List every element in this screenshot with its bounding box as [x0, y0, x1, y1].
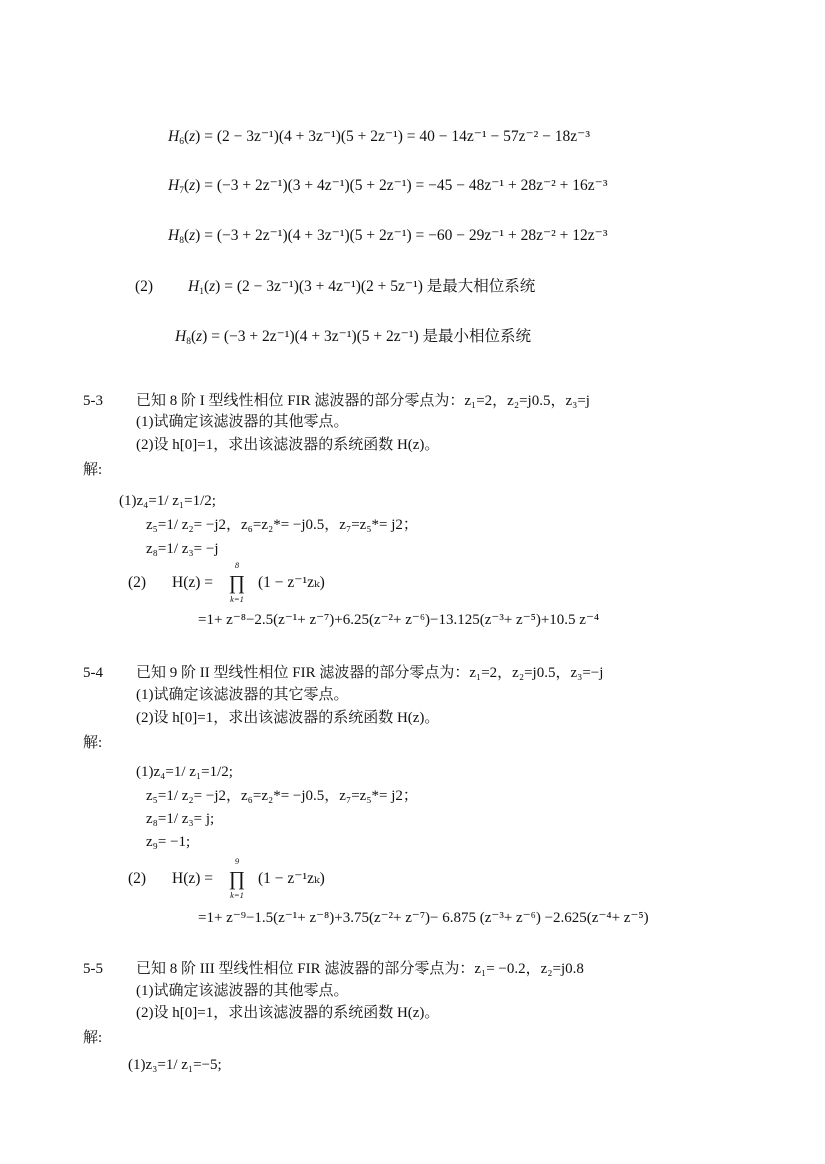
hz-result-5-4: =1+ z⁻⁹−1.5(z⁻¹+ z⁻⁸)+3.75(z⁻²+ z⁻⁷)− 6.875 (z⁻³+ z⁻⁶) −2.625(z⁻⁴+ z⁻⁵)	[198, 910, 649, 926]
solution-label-5-5: 解:	[83, 1030, 103, 1046]
hz-factor-5-3: (1 − z⁻¹zₖ)	[258, 574, 325, 591]
problem-statement-5-4: 已知 9 阶 II 型线性相位 FIR 滤波器的部分零点为：z₁=2，z₂=j0.5，z₃=−j	[136, 665, 604, 681]
answer-line-2-5-4: z₅=1/ z₂= −j2，z₆=z₂*= −j0.5，z₇=z₅*= j2；	[146, 788, 418, 804]
solution-label-5-4: 解:	[83, 735, 103, 751]
solution-label-5-3: 解:	[83, 462, 103, 478]
problem-statement-5-3: 已知 8 阶 I 型线性相位 FIR 滤波器的部分零点为：z₁=2，z₂=j0.5，z₃=j	[136, 393, 590, 409]
answer-line-1-5-4: (1)z₄=1/ z₁=1/2;	[136, 764, 233, 780]
question-2-5-5: (2)设 h[0]=1，求出该滤波器的系统函数 H(z)。	[136, 1005, 440, 1021]
question-1-5-5: (1)试确定该滤波器的其他零点。	[136, 983, 349, 999]
hz-factor-5-4: (1 − z⁻¹zₖ)	[258, 870, 325, 887]
answer-line-1-5-5: (1)z₃=1/ z₁=−5;	[128, 1057, 222, 1073]
eq-h1: $H_1(z) = (2 - 3z^{-1})(3 + 4z^{-1})(2 + 5z^{-1})$ 是最大相位系统	[188, 278, 536, 297]
answer-line-1-5-3: (1)z₄=1/ z₁=1/2;	[119, 493, 216, 509]
question-1-5-3: (1)试确定该滤波器的其他零点。	[136, 414, 349, 430]
product-lower-5-4: k=1	[230, 890, 244, 900]
question-2-5-3: (2)设 h[0]=1，求出该滤波器的系统函数 H(z)。	[136, 437, 440, 453]
hz-lhs-5-3: H(z) =	[172, 574, 214, 591]
part2-label: (2)	[135, 278, 154, 295]
question-1-5-4: (1)试确定该滤波器的其它零点。	[136, 687, 349, 703]
answer-line-3-5-4: z₈=1/ z₃= j;	[146, 811, 215, 827]
eq-h6-rhs: = (2 − 3z⁻¹)(4 + 3z⁻¹)(5 + 2z⁻¹) = 40 − 14z⁻¹ − 57z⁻² − 18z⁻³	[204, 128, 590, 145]
eq-h7: $H_7(z) = (-3 + 2z^{-1})(3 + 4z^{-1})(5 + 2z^{-1}) = -45 - 48z^{-1} + 28z^{-2} + 16z^{-3}$	[168, 177, 608, 196]
eq-h1-note: 是最大相位系统	[426, 278, 536, 295]
answer-line-3-5-3: z₈=1/ z₃= −j	[146, 541, 219, 557]
eq-h8-min: $H_8(z) = (-3 + 2z^{-1})(4 + 3z^{-1})(5 + 2z^{-1})$ 是最小相位系统	[175, 328, 532, 347]
problem-number-5-5: 5-5	[83, 961, 103, 977]
eq-h1-rhs: = (2 − 3z⁻¹)(3 + 4z⁻¹)(2 + 5z⁻¹)	[224, 278, 423, 295]
eq-h8-min-rhs: = (−3 + 2z⁻¹)(4 + 3z⁻¹)(5 + 2z⁻¹)	[211, 328, 419, 345]
product-upper-5-4: 9	[234, 856, 240, 866]
problem-statement-5-5: 已知 8 阶 III 型线性相位 FIR 滤波器的部分零点为：z₁= −0.2，z₂=j0.8	[136, 961, 584, 977]
hz-result-5-3: =1+ z⁻⁸−2.5(z⁻¹+ z⁻⁷)+6.25(z⁻²+ z⁻⁶)−13.125(z⁻³+ z⁻⁵)+10.5 z⁻⁴	[198, 612, 600, 628]
eq-h8-rhs: = (−3 + 2z⁻¹)(4 + 3z⁻¹)(5 + 2z⁻¹) = −60 − 29z⁻¹ + 28z⁻² + 12z⁻³	[204, 227, 608, 244]
eq-h6: $H_6(z) = (2 - 3z^{-1})(4 + 3z^{-1})(5 + 2z^{-1}) = 40 - 14z^{-1} - 57z^{-2} - 18z^{-3}$	[168, 128, 590, 147]
hz-label-5-4: (2)	[128, 870, 147, 887]
eq-h8: $H_8(z) = (-3 + 2z^{-1})(4 + 3z^{-1})(5 + 2z^{-1}) = -60 - 29z^{-1} + 28z^{-2} + 12z^{-3}$	[168, 227, 608, 246]
eq-h7-rhs: = (−3 + 2z⁻¹)(3 + 4z⁻¹)(5 + 2z⁻¹) = −45 − 48z⁻¹ + 28z⁻² + 16z⁻³	[204, 177, 608, 194]
answer-line-4-5-4: z₉= −1;	[146, 834, 191, 850]
problem-number-5-3: 5-3	[83, 393, 103, 409]
answer-line-2-5-3: z₅=1/ z₂= −j2，z₆=z₂*= −j0.5，z₇=z₅*= j2；	[146, 517, 418, 533]
product-symbol-5-3: 8 ∏ k=1	[226, 574, 248, 594]
eq-h8-min-note: 是最小相位系统	[422, 328, 532, 345]
product-upper-5-3: 8	[234, 560, 240, 570]
question-2-5-4: (2)设 h[0]=1，求出该滤波器的系统函数 H(z)。	[136, 710, 440, 726]
hz-label-5-3: (2)	[128, 574, 147, 591]
product-symbol-5-4: 9 ∏ k=1	[226, 870, 248, 890]
problem-number-5-4: 5-4	[83, 665, 103, 681]
product-lower-5-3: k=1	[230, 594, 244, 604]
hz-lhs-5-4: H(z) =	[172, 870, 214, 887]
